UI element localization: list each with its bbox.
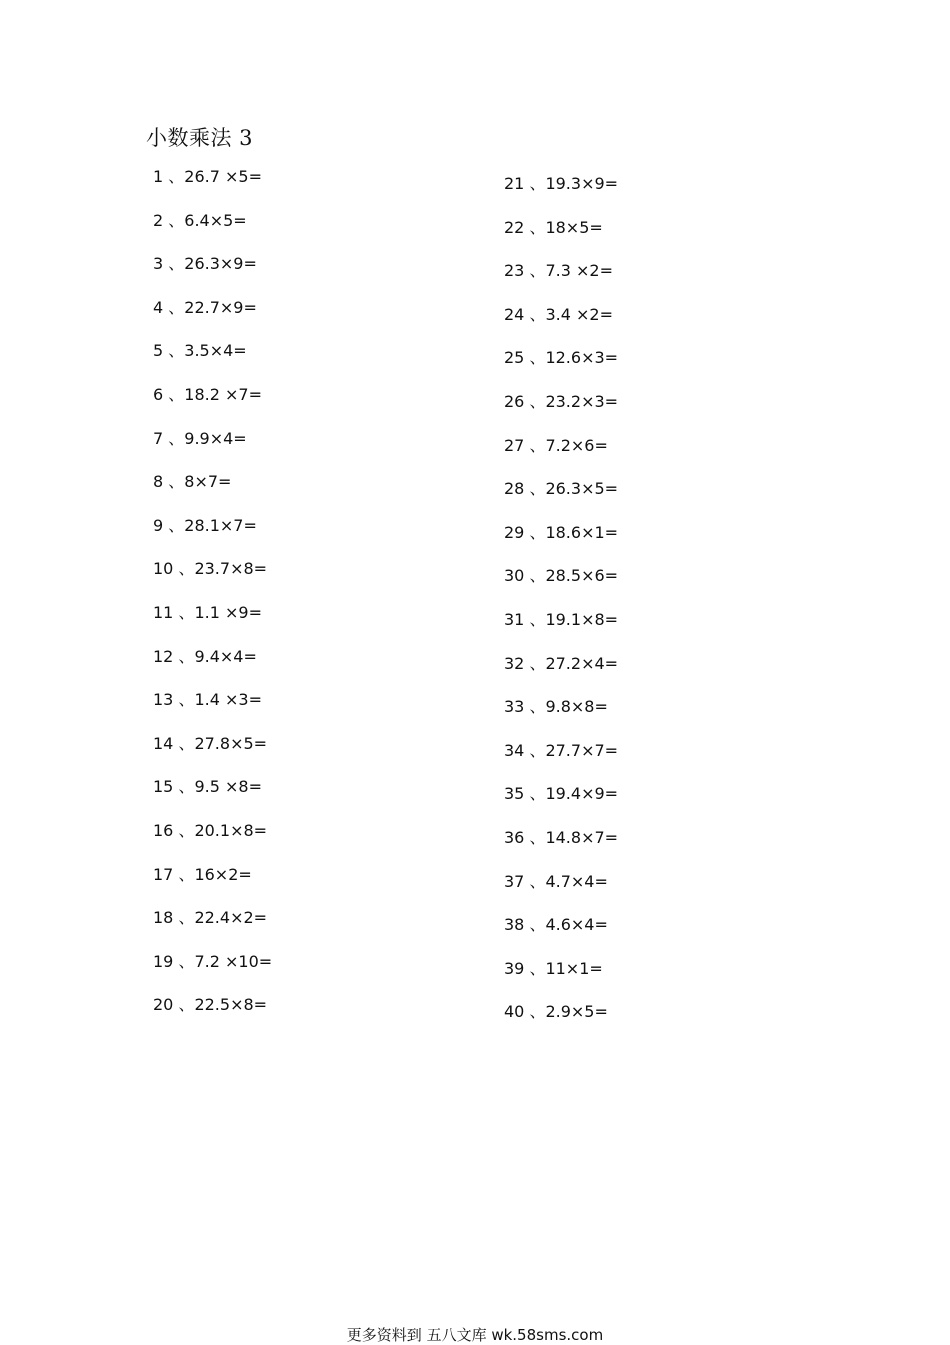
problem-item: 9 、28.1×7= xyxy=(153,515,257,535)
problem-item: 33 、9.8×8= xyxy=(504,697,608,717)
problem-item: 18 、22.4×2= xyxy=(153,908,268,928)
problem-item: 26 、23.2×3= xyxy=(504,391,619,411)
problem-item: 23 、7.3 ×2= xyxy=(504,261,613,281)
problem-item: 13 、1.4 ×3= xyxy=(153,690,262,710)
problem-item: 14 、27.8×5= xyxy=(153,733,268,753)
problem-item: 28 、26.3×5= xyxy=(504,479,619,499)
problem-item: 36 、14.8×7= xyxy=(504,827,619,847)
problem-item: 40 、2.9×5= xyxy=(504,1002,608,1022)
problem-item: 6 、18.2 ×7= xyxy=(153,384,262,404)
problem-item: 4 、22.7×9= xyxy=(153,297,257,317)
left-problem-column xyxy=(153,166,272,1038)
problem-item: 34 、27.7×7= xyxy=(504,740,619,760)
problem-item: 22 、18×5= xyxy=(504,217,603,237)
problem-item: 29 、18.6×1= xyxy=(504,522,619,542)
problem-item: 27 、7.2×6= xyxy=(504,435,608,455)
problem-item: 35 、19.4×9= xyxy=(504,784,619,804)
footer-watermark: 更多资料到 五八文库 wk.58sms.com xyxy=(346,1326,604,1344)
problem-item: 20 、22.5×8= xyxy=(153,995,268,1015)
problem-item: 2 、6.4×5= xyxy=(153,210,247,230)
problem-item: 16 、20.1×8= xyxy=(153,820,268,840)
problem-item: 11 、1.1 ×9= xyxy=(153,602,262,622)
problem-item: 3 、26.3×9= xyxy=(153,254,257,274)
problem-item: 30 、28.5×6= xyxy=(504,566,619,586)
problem-item: 17 、16×2= xyxy=(153,864,252,884)
problem-item: 8 、8×7= xyxy=(153,472,232,492)
problem-item: 21 、19.3×9= xyxy=(504,174,619,193)
problem-item: 10 、23.7×8= xyxy=(153,559,268,579)
problem-item: 1 、26.7 ×5= xyxy=(153,167,262,186)
page-title: 小数乘法 3 xyxy=(146,126,254,150)
problem-item: 24 、3.4 ×2= xyxy=(504,304,613,324)
problem-item: 37 、4.7×4= xyxy=(504,871,608,891)
right-problem-column xyxy=(504,173,618,1045)
problem-item: 32 、27.2×4= xyxy=(504,653,619,673)
problem-item: 7 、9.9×4= xyxy=(153,428,247,448)
problem-item: 15 、9.5 ×8= xyxy=(153,777,262,797)
problem-item: 12 、9.4×4= xyxy=(153,646,257,666)
problem-item: 39 、11×1= xyxy=(504,958,603,978)
problem-item: 5 、3.5×4= xyxy=(153,341,247,361)
problem-item: 19 、7.2 ×10= xyxy=(153,951,273,971)
problem-item: 25 、12.6×3= xyxy=(504,348,619,368)
problem-item: 31 、19.1×8= xyxy=(504,609,619,629)
problem-item: 38 、4.6×4= xyxy=(504,915,608,935)
